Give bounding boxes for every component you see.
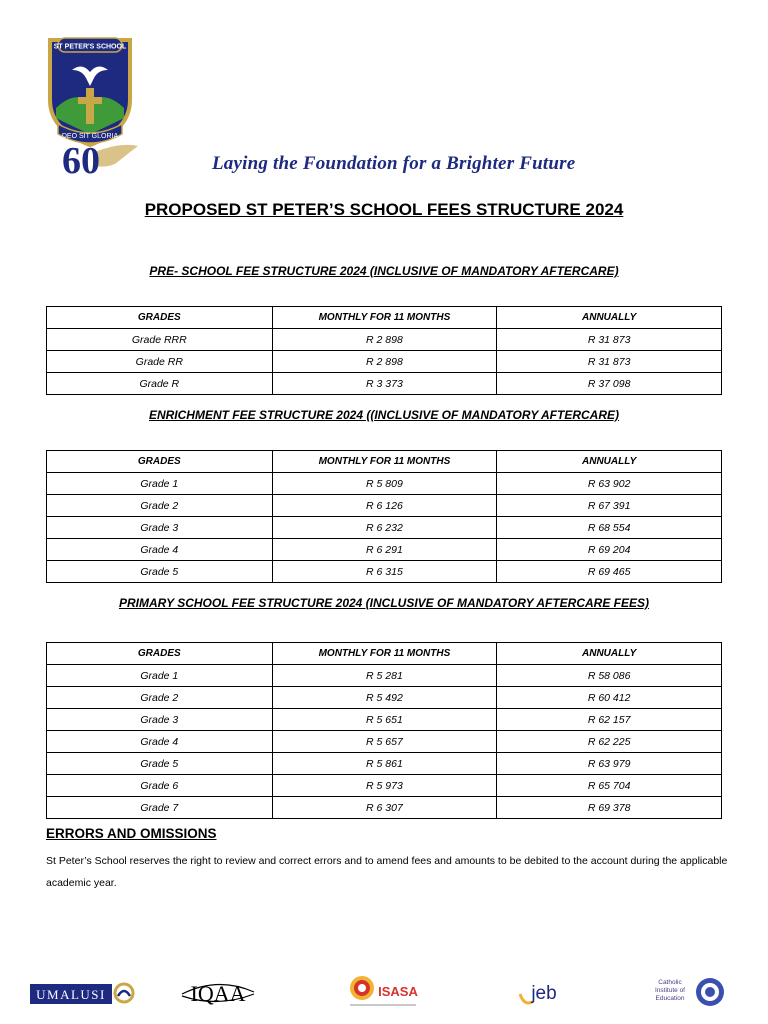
col-monthly: MONTHLY FOR 11 MONTHS <box>272 451 497 473</box>
grade-cell: Grade 7 <box>47 797 273 819</box>
monthly-cell: R 5 651 <box>272 709 497 731</box>
jeb-logo <box>516 972 568 1012</box>
crest-motto: DEO SIT GLORIA <box>61 133 119 140</box>
school-crest-logo <box>40 30 140 180</box>
col-monthly: MONTHLY FOR 11 MONTHS <box>272 307 497 329</box>
umalusi-text: UMALUSI <box>36 987 106 1002</box>
isasa-text: ISASA <box>378 984 418 999</box>
col-annually: ANNUALLY <box>497 307 722 329</box>
table-row <box>47 373 722 395</box>
grade-cell: Grade RRR <box>47 329 273 351</box>
monthly-cell: R 6 315 <box>272 561 497 583</box>
catholic-line-3: Education <box>655 995 685 1002</box>
monthly-cell: R 6 307 <box>272 797 497 819</box>
monthly-cell: R 3 373 <box>272 373 497 395</box>
cross-icon <box>86 88 94 124</box>
iqaa-logo <box>178 972 258 1012</box>
primary-heading: PRIMARY SCHOOL FEE STRUCTURE 2024 (INCLUSIVE OF MANDATORY AFTERCARE FEES) <box>118 596 650 610</box>
grade-cell: Grade 2 <box>47 687 273 709</box>
table-row <box>47 665 722 687</box>
col-grades: GRADES <box>47 643 273 665</box>
grade-cell: Grade 4 <box>47 731 273 753</box>
table-row <box>47 351 722 373</box>
annual-cell: R 69 204 <box>497 539 722 561</box>
table-header-row <box>47 643 722 665</box>
page-title: PROPOSED ST PETER’S SCHOOL FEES STRUCTURE 2024 <box>144 200 624 219</box>
monthly-cell: R 5 492 <box>272 687 497 709</box>
table-row <box>47 709 722 731</box>
grade-cell: Grade 3 <box>47 517 273 539</box>
annual-cell: R 68 554 <box>497 517 722 539</box>
monthly-cell: R 2 898 <box>272 351 497 373</box>
monthly-cell: R 5 973 <box>272 775 497 797</box>
table-row <box>47 753 722 775</box>
col-grades: GRADES <box>47 307 273 329</box>
table-row <box>47 473 722 495</box>
monthly-cell: R 5 809 <box>272 473 497 495</box>
errors-heading: ERRORS AND OMISSIONS <box>46 826 217 841</box>
grade-cell: Grade 1 <box>47 665 273 687</box>
annual-cell: R 60 412 <box>497 687 722 709</box>
annual-cell: R 63 979 <box>497 753 722 775</box>
grade-cell: Grade RR <box>47 351 273 373</box>
table-row <box>47 687 722 709</box>
monthly-cell: R 6 126 <box>272 495 497 517</box>
monthly-cell: R 2 898 <box>272 329 497 351</box>
crest-ring-text: ST PETER'S SCHOOL <box>53 43 127 51</box>
catholic-institute-logo <box>640 972 726 1012</box>
grade-cell: Grade 5 <box>47 753 273 775</box>
annual-cell: R 58 086 <box>497 665 722 687</box>
grade-cell: Grade R <box>47 373 273 395</box>
table-row <box>47 797 722 819</box>
enrichment-heading: ENRICHMENT FEE STRUCTURE 2024 ((INCLUSIVE OF MANDATORY AFTERCARE) <box>148 408 620 422</box>
annual-cell: R 69 378 <box>497 797 722 819</box>
annual-cell: R 67 391 <box>497 495 722 517</box>
school-tagline: Laying the Foundation for a Brighter Future <box>212 153 576 174</box>
col-grades: GRADES <box>47 451 273 473</box>
monthly-cell: R 6 232 <box>272 517 497 539</box>
grade-cell: Grade 4 <box>47 539 273 561</box>
grade-cell: Grade 1 <box>47 473 273 495</box>
grade-cell: Grade 2 <box>47 495 273 517</box>
annual-cell: R 31 873 <box>497 329 722 351</box>
grade-cell: Grade 5 <box>47 561 273 583</box>
monthly-cell: R 5 861 <box>272 753 497 775</box>
preschool-heading: PRE- SCHOOL FEE STRUCTURE 2024 (INCLUSIVE OF MANDATORY AFTERCARE) <box>149 264 619 278</box>
iqaa-text: IQAA <box>190 981 246 1006</box>
annual-cell: R 62 225 <box>497 731 722 753</box>
col-annually: ANNUALLY <box>497 451 722 473</box>
annual-cell: R 69 465 <box>497 561 722 583</box>
catholic-line-2: Institute of <box>655 987 685 994</box>
table-row <box>47 329 722 351</box>
anniversary-60: 60 <box>62 140 100 180</box>
col-monthly: MONTHLY FOR 11 MONTHS <box>272 643 497 665</box>
errors-body: St Peter’s School reserves the right to review and correct errors and to amend fees and amounts to be debited to the account during the applicable academic year. <box>46 855 728 889</box>
annual-cell: R 63 902 <box>497 473 722 495</box>
monthly-cell: R 5 281 <box>272 665 497 687</box>
table-row <box>47 731 722 753</box>
grade-cell: Grade 3 <box>47 709 273 731</box>
catholic-line-1: Catholic <box>658 979 682 986</box>
grade-cell: Grade 6 <box>47 775 273 797</box>
annual-cell: R 62 157 <box>497 709 722 731</box>
table-row <box>47 495 722 517</box>
annual-cell: R 37 098 <box>497 373 722 395</box>
annual-cell: R 65 704 <box>497 775 722 797</box>
umalusi-logo <box>30 972 135 1012</box>
jeb-text: jeb <box>531 983 557 1004</box>
isasa-logo <box>348 972 420 1012</box>
table-row <box>47 539 722 561</box>
table-row <box>47 517 722 539</box>
monthly-cell: R 6 291 <box>272 539 497 561</box>
enrichment-fee-table <box>46 450 722 583</box>
table-row <box>47 561 722 583</box>
primary-fee-table <box>46 642 722 819</box>
preschool-fee-table <box>46 306 722 395</box>
table-header-row <box>47 451 722 473</box>
table-header-row <box>47 307 722 329</box>
table-row <box>47 775 722 797</box>
col-annually: ANNUALLY <box>497 643 722 665</box>
monthly-cell: R 5 657 <box>272 731 497 753</box>
annual-cell: R 31 873 <box>497 351 722 373</box>
